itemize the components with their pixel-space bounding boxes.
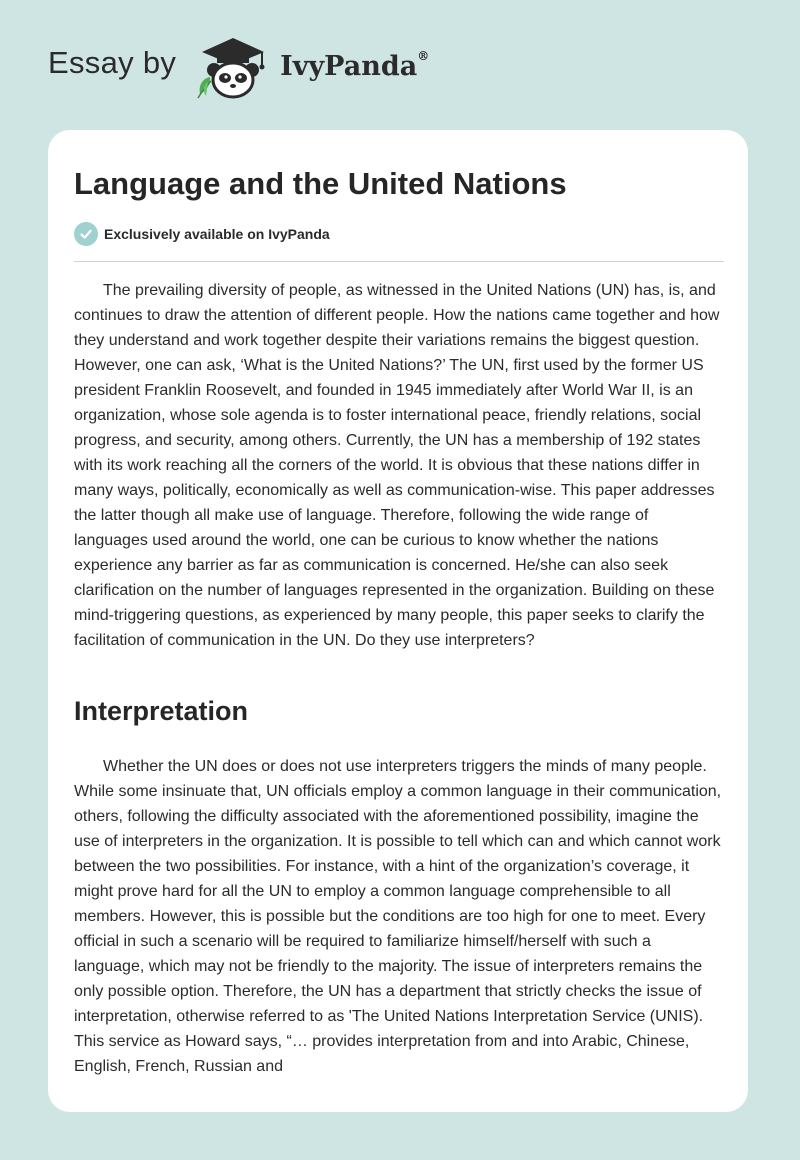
paragraph-interpretation: Whether the UN does or does not use interpreters triggers the minds of many people. While some insinuate that, UN officials employ a common language in their communication, others, following the difficulty associated with the aforementioned possibility, imagine the use of interpreters in the organization. It is possible to tell which can and which cannot work between the two possibilities. For instance, with a hint of the organization’s coverage, it might prove hard for all the UN to employ a common language comprehensible to all members. However, this is possible but the conditions are too high for one to meet. Every official in such a scenario will be required to familiarize himself/herself with such a language, which may not be friendly to the majority. The issue of interpreters remains the only possible option. Therefore, the UN has a department that strictly checks the issue of interpretation, otherwise referred to as 'The United Nations Interpretation Service (UNIS). This service as Howard says, “… provides interpretation from and into Arabic, Chinese, English, French, Russian and: [74, 758, 722, 1075]
essay-by-label: Essay by: [48, 45, 177, 80]
exclusive-badge-label: Exclusively available on IvyPanda: [104, 226, 330, 242]
checkmark-icon: [74, 222, 98, 246]
panda-graduate-logo-icon: [190, 32, 276, 102]
brand-name: IvyPanda®: [280, 48, 430, 82]
paragraph-intro: The prevailing diversity of people, as witnessed in the United Nations (UN) has, is, and continues to draw the attention of different people. How the nations came together and how they understand and work together despite their variations remains the biggest question. However, one can ask, ‘What is the United Nations?’ The UN, first used by the former US president Franklin Roosevelt, and founded in 1945 immediately after World War II, is an organization, whose sole agenda is to foster international peace, friendly relations, social progress, and security, among others. Currently, the UN has a membership of 192 states with its work reaching all the corners of the world. It is obvious that these nations differ in many ways, politically, economically as well as communication-wise. This paper addresses the latter though all make use of language. Therefore, following the wide range of languages used around the world, one can be curious to know whether the nations experience any barrier as far as communication is concerned. He/she can also seek clarification on the number of languages represented in the organization. Building on these mind-triggering questions, as experienced by many people, this paper seeks to clarify the facilitation of communication in the UN. Do they use interpreters?: [74, 282, 720, 649]
divider: [74, 261, 724, 262]
essay-card: [48, 130, 748, 1112]
page-title: Language and the United Nations: [74, 166, 567, 201]
exclusive-badge: [74, 222, 330, 246]
section-heading: Interpretation: [74, 696, 249, 726]
site-header-brand[interactable]: [48, 32, 429, 102]
